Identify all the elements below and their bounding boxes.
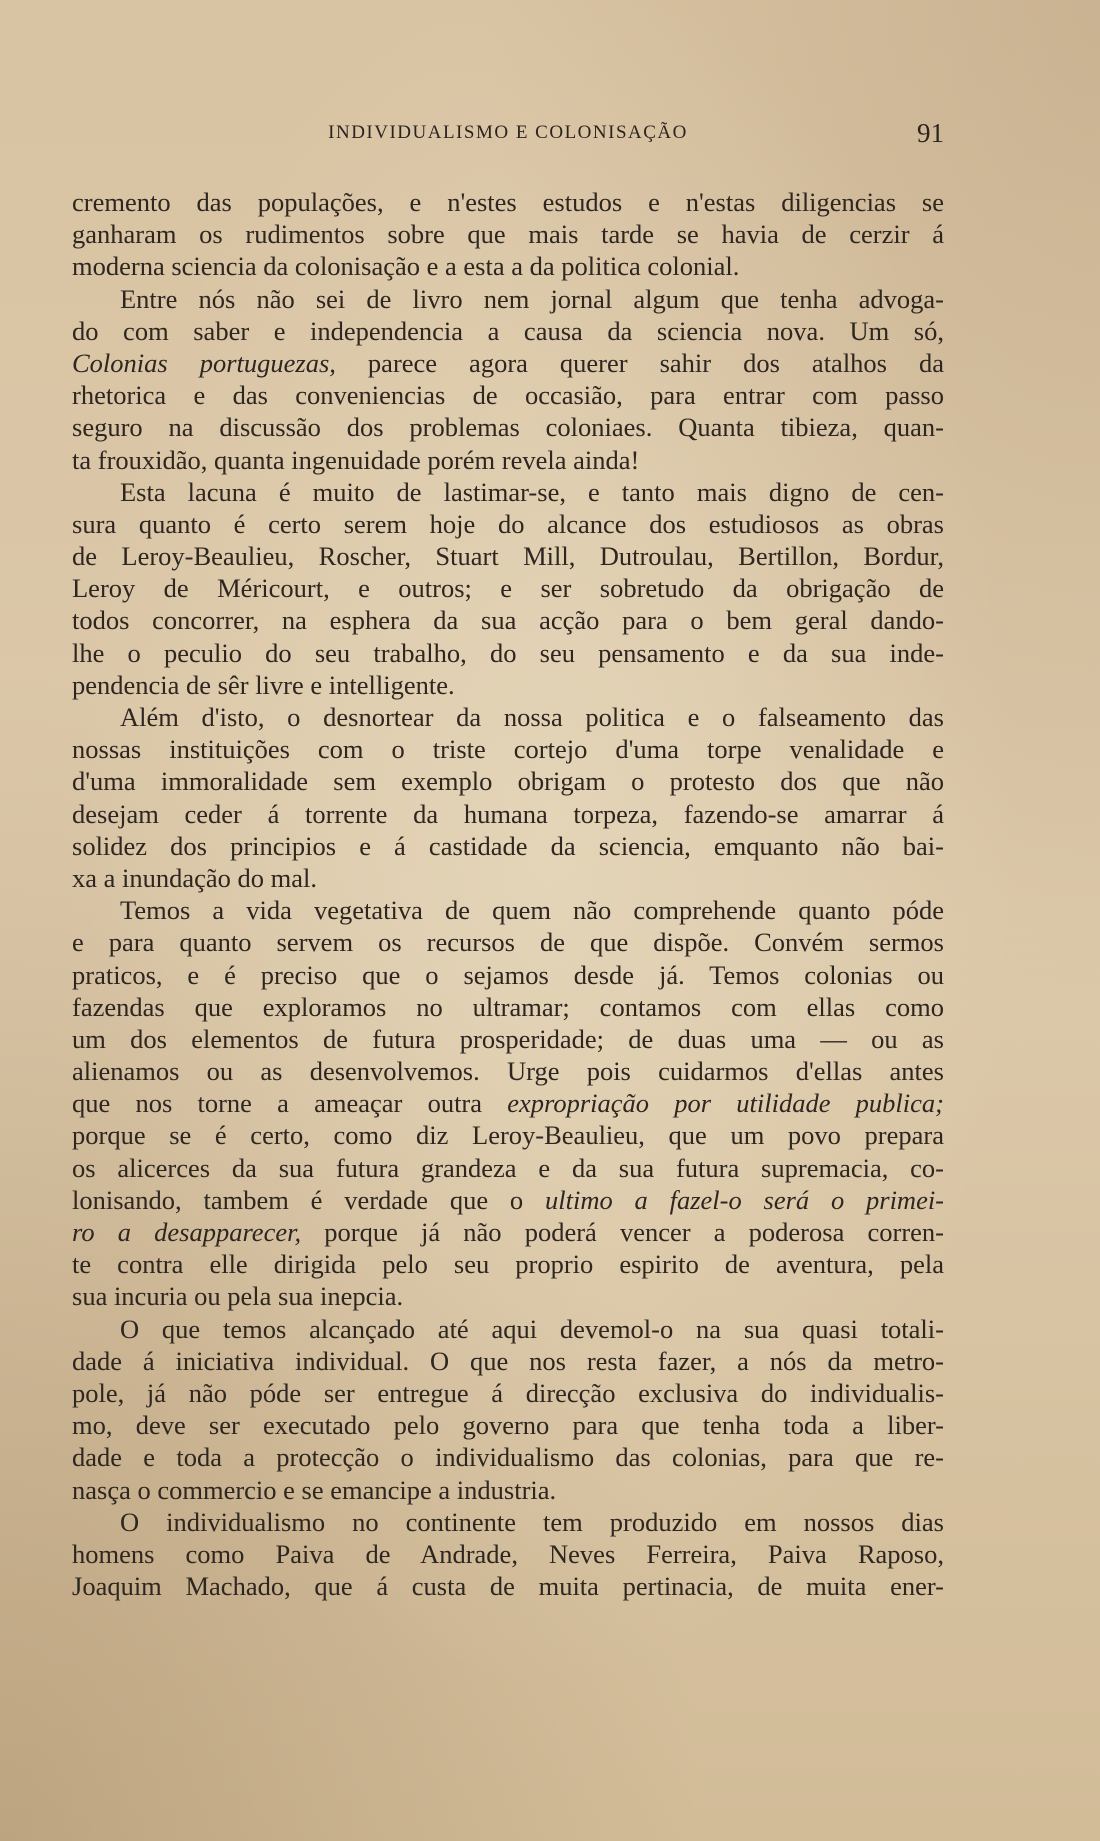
text-line (72, 926, 944, 958)
line-text: do com saber e independencia a causa da sciencia nova. Um só, (72, 315, 944, 346)
line-text: cremento das populações, e n'estes estudos e n'estas diligencias se (72, 187, 944, 217)
text-line (72, 283, 944, 315)
line-text: ta frouxidão, quanta ingenuidade porém revela ainda! (72, 444, 640, 475)
body-text (72, 186, 944, 1602)
text-line (72, 1506, 944, 1538)
text-line (72, 701, 944, 733)
text-line (72, 444, 944, 476)
line-text: moderna sciencia da colonisação e a esta a da politica colonial. (72, 251, 740, 282)
line-text: Além d'isto, o desnortear da nossa politica e o falseamento das (120, 702, 944, 732)
text-line (72, 379, 944, 411)
text-line (72, 1119, 944, 1151)
text-line (72, 218, 944, 250)
text-line (72, 1248, 944, 1280)
italic-span: ro a desapparecer, (72, 1217, 302, 1247)
text-line (72, 1087, 944, 1119)
line-text: e para quanto servem os recursos de que dispõe. Convém sermos (72, 927, 944, 958)
text-line (72, 1152, 944, 1184)
line-text: praticos, e é preciso que o sejamos desde já. Temos colonias ou (72, 959, 944, 990)
line-text: dade e toda a protecção o individualismo das colonias, para que re- (72, 1442, 944, 1473)
line-text: pole, já não póde ser entregue á direcção exclusiva do individualis- (72, 1377, 944, 1408)
line-text: fazendas que exploramos no ultramar; contamos com ellas como (72, 991, 944, 1022)
line-text: rhetorica e das conveniencias de occasião, para entrar com passo (72, 380, 944, 411)
text-line (72, 347, 944, 379)
line-text: desejam ceder á torrente da humana torpeza, fazendo-se amarrar á (72, 798, 944, 829)
line-text: Esta lacuna é muito de lastimar-se, e tanto mais digno de cen- (120, 476, 944, 507)
line-text: dade á iniciativa individual. O que nos resta fazer, a nós da metro- (72, 1345, 944, 1376)
line-text: lonisando, tambem é verdade que o (72, 1184, 545, 1215)
text-line (72, 959, 944, 991)
line-text: parece agora querer sahir dos atalhos da (335, 347, 945, 378)
line-text: de Leroy-Beaulieu, Roscher, Stuart Mill, Dutroulau, Bertillon, Bordur, (72, 541, 944, 572)
text-line (72, 765, 944, 797)
line-text: alienamos ou as desenvolvemos. Urge pois cuidarmos d'ellas antes (72, 1056, 944, 1087)
text-line (72, 1538, 944, 1570)
text-line (72, 862, 944, 894)
text-line (72, 476, 944, 508)
line-text: xa a inundação do mal. (72, 862, 318, 893)
italic-span: ultimo a fazel-o será o primei- (545, 1184, 945, 1215)
text-line (72, 733, 944, 765)
text-line (72, 894, 944, 926)
text-line (72, 1474, 944, 1506)
line-text: porque se é certo, como diz Leroy-Beaulieu, que um povo prepara (72, 1120, 944, 1151)
line-text: Leroy de Méricourt, e outros; e ser sobretudo da obrigação de (72, 573, 944, 604)
text-line (72, 637, 944, 669)
line-text: mo, deve ser executado pelo governo para que tenha toda a liber- (72, 1410, 944, 1441)
line-text: que nos torne a ameaçar outra (72, 1088, 508, 1119)
line-text: O individualismo no continente tem produzido em nossos dias (120, 1506, 944, 1537)
text-line (72, 508, 944, 540)
text-line (72, 1377, 944, 1409)
line-text: porque já não poderá vencer a poderosa corren- (301, 1217, 944, 1247)
text-line (72, 1280, 944, 1312)
line-text: Entre nós não sei de livro nem jornal algum que tenha advoga- (120, 283, 944, 314)
line-text: sua incuria ou pela sua inepcia. (72, 1281, 404, 1312)
text-line (72, 411, 944, 443)
page-number: 91 (917, 118, 944, 148)
line-text: nasça o commercio e se emancipe a industria. (72, 1474, 557, 1505)
text-line (72, 1055, 944, 1087)
italic-span: Colonias portuguezas, (72, 347, 336, 378)
line-text: todos concorrer, na esphera da sua acção para o bem geral dando- (72, 605, 944, 636)
text-line (72, 1023, 944, 1055)
line-text: Temos a vida vegetativa de quem não comprehende quanto póde (120, 895, 944, 926)
text-line (72, 1345, 944, 1377)
text-line (72, 572, 944, 604)
line-text: d'uma immoralidade sem exemplo obrigam o protesto dos que não (72, 766, 944, 797)
line-text: ganharam os rudimentos sobre que mais tarde se havia de cerzir á (72, 219, 944, 250)
line-text: os alicerces da sua futura grandeza e da sua futura supremacia, co- (72, 1152, 944, 1183)
line-text: solidez dos principios e á castidade da sciencia, emquanto não bai- (72, 830, 944, 861)
text-line (72, 1441, 944, 1473)
line-text: Joaquim Machado, que á custa de muita pertinacia, de muita ener- (72, 1571, 944, 1602)
text-line (72, 250, 944, 282)
text-line (72, 1409, 944, 1441)
line-text: lhe o peculio do seu trabalho, do seu pensamento e da sua inde- (72, 637, 944, 668)
text-line (72, 540, 944, 572)
line-text: O que temos alcançado até aqui devemol-o na sua quasi totali- (120, 1313, 944, 1344)
line-text: seguro na discussão dos problemas coloniaes. Quanta tibieza, quan- (72, 412, 944, 443)
text-line (72, 1184, 944, 1216)
text-line (72, 830, 944, 862)
line-text: sura quanto é certo serem hoje do alcance dos estudiosos as obras (72, 508, 944, 539)
text-line (72, 186, 944, 218)
line-text: pendencia de sêr livre e intelligente. (72, 669, 455, 700)
text-line (72, 604, 944, 636)
line-text: te contra elle dirigida pelo seu proprio espirito de aventura, pela (72, 1249, 944, 1280)
text-line (72, 798, 944, 830)
line-text: um dos elementos de futura prosperidade; de duas uma — ou as (72, 1023, 944, 1054)
text-line (72, 315, 944, 347)
text-line (72, 1216, 944, 1248)
line-text: nossas instituições com o triste cortejo d'uma torpe venalidade e (72, 734, 944, 765)
page-header (72, 118, 944, 152)
line-text: homens como Paiva de Andrade, Neves Ferreira, Paiva Raposo, (72, 1538, 944, 1569)
italic-span: expropriação por utilidade publica; (507, 1088, 944, 1119)
text-line (72, 991, 944, 1023)
running-title: INDIVIDUALISMO E COLONISAÇÃO (328, 122, 688, 143)
text-line (72, 669, 944, 701)
text-line (72, 1570, 944, 1602)
text-line (72, 1313, 944, 1345)
